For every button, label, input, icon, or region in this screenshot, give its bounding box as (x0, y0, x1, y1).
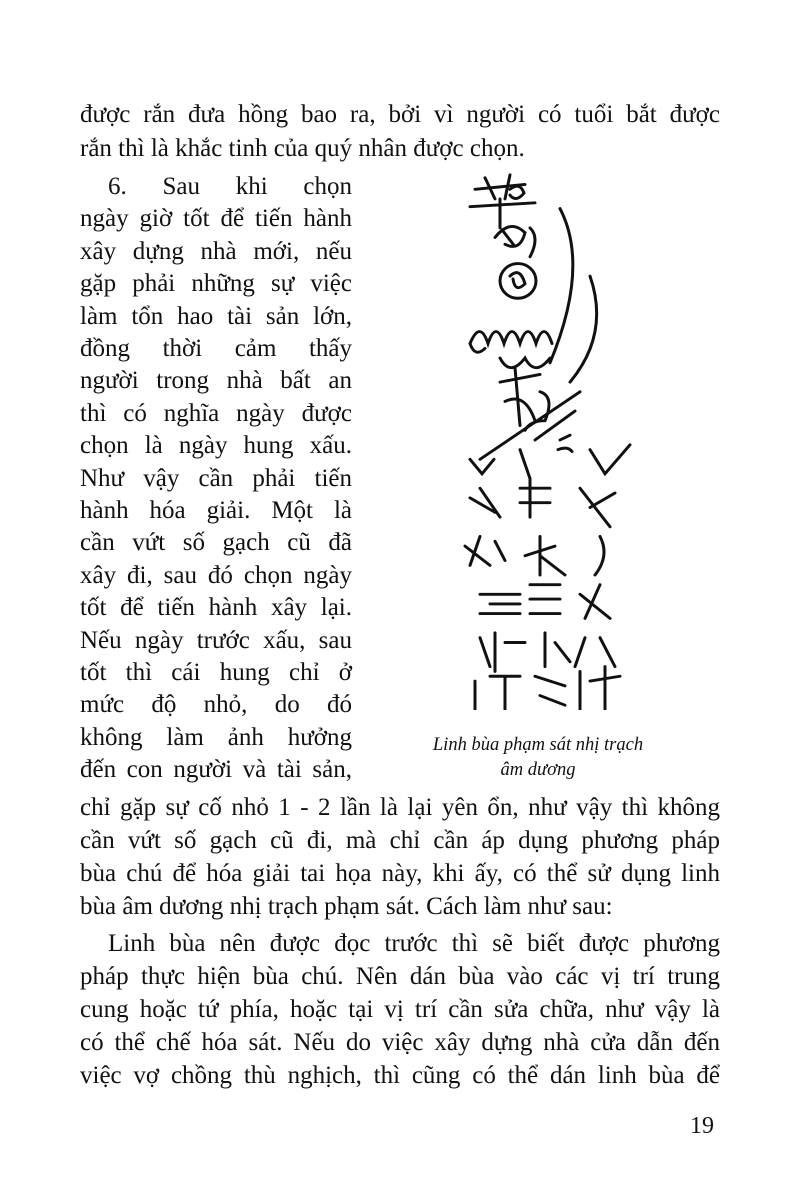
text-line: rắn thì là khắc tinh của quý nhân được chọn. (80, 135, 525, 162)
text-line: cần vứt số gạch cũ đi, mà chỉ cần áp dụng phương pháp (80, 827, 720, 854)
text-line: đến con người và tài sản, (80, 756, 352, 784)
text-line: làm tổn hao tài sản lớn, (80, 302, 352, 330)
text-line: Linh bùa nên được đọc trước thì sẽ biết được phương (108, 930, 720, 957)
text-line: mức độ nhỏ, do đó (80, 691, 352, 719)
text-line: tốt để tiến hành xây lại. (80, 594, 352, 622)
figure-caption: âm dương (500, 760, 576, 780)
text-line: hành hóa giải. Một là (80, 497, 352, 524)
text-line: cung hoặc tứ phía, hoặc tại vị trí cần sửa chữa, như vậy là (80, 996, 720, 1023)
text-line: bùa chú để hóa giải tai họa này, khi ấy, có thể sử dụng linh (80, 860, 720, 887)
text-line: chỉ gặp sự cố nhỏ 1 - 2 lần là lại yên ổn, như vậy thì không (80, 794, 720, 821)
text-line: xây dựng nhà mới, nếu (80, 237, 352, 265)
text-line: không làm ảnh hưởng (80, 723, 352, 751)
text-line: 6. Sau khi chọn (108, 173, 352, 200)
text-line: đồng thời cảm thấy (80, 335, 352, 362)
page-number: 19 (690, 1113, 714, 1139)
text-line: có thể chế hóa sát. Nếu do việc xây dựng nhà cửa dẫn đến (80, 1029, 720, 1056)
text-line: cần vứt số gạch cũ đã (80, 529, 352, 557)
text-line: việc vợ chồng thù nghịch, thì cũng có thể dán linh bùa để (80, 1062, 720, 1089)
text-line: ngày giờ tốt để tiến hành (80, 205, 352, 233)
text-line: gặp phải những sự việc (80, 270, 352, 298)
talisman-figure (440, 170, 640, 710)
text-line: người trong nhà bất an (80, 367, 352, 395)
text-line: chọn là ngày hung xấu. (80, 432, 352, 460)
text-line: Nếu ngày trước xấu, sau (80, 626, 352, 654)
text-line: pháp thực hiện bùa chú. Nên dán bùa vào các vị trí trung (80, 963, 720, 990)
text-line: xây đi, sau đó chọn ngày (80, 561, 352, 589)
text-line: thì có nghĩa ngày được (80, 399, 352, 427)
text-line: được rắn đưa hồng bao ra, bởi vì người có tuổi bắt được (80, 101, 720, 128)
figure-caption: Linh bùa phạm sát nhị trạch (432, 735, 644, 755)
text-line: Như vậy cần phải tiến (80, 464, 352, 492)
text-line: tốt thì cái hung chỉ ở (80, 659, 352, 686)
text-line: bùa âm dương nhị trạch phạm sát. Cách làm như sau: (80, 893, 613, 920)
